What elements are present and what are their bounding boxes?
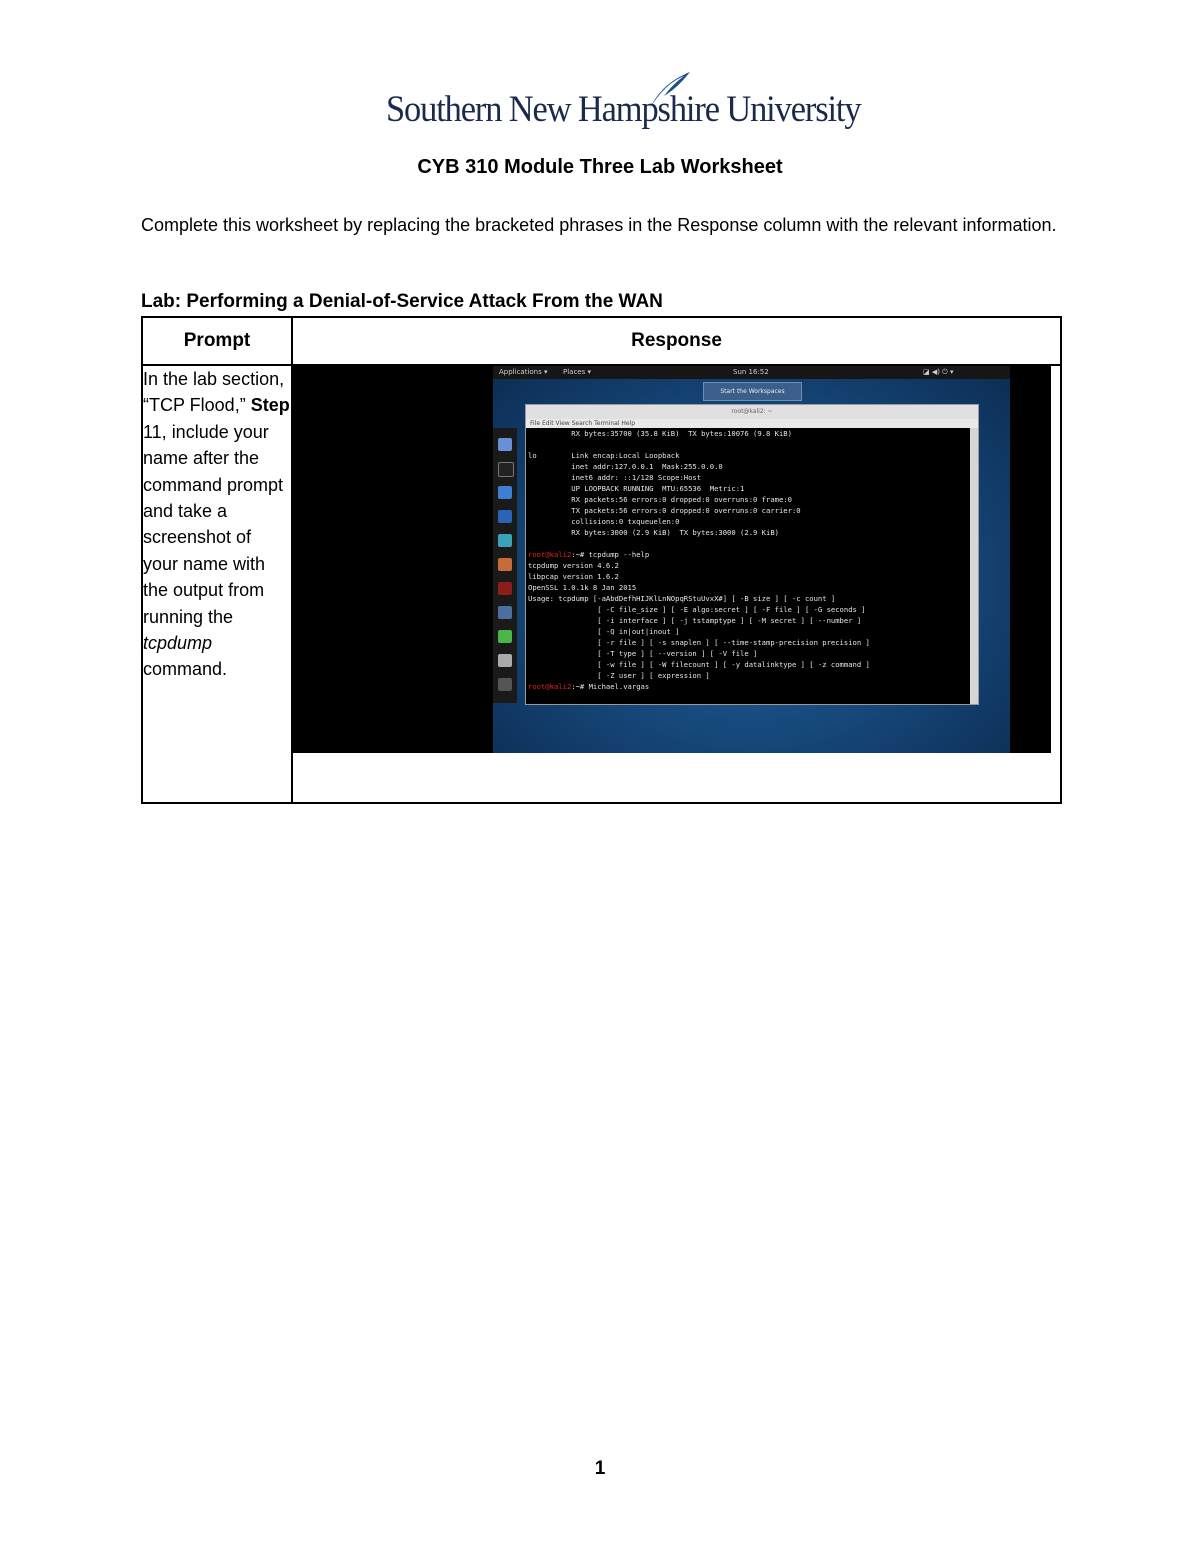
dock <box>493 428 517 703</box>
lab-heading: Lab: Performing a Denial-of-Service Attack From the WAN <box>141 291 663 312</box>
burp-icon <box>498 558 512 571</box>
page-number: 1 <box>594 1458 606 1479</box>
folder-icon <box>498 486 512 499</box>
terminal-command: :~# tcpdump --help <box>571 550 650 559</box>
intro-text: Complete this worksheet by replacing the bracketed phrases in the Response column with the relevant information. <box>141 215 1057 235</box>
browser-icon <box>498 438 512 451</box>
status-icons: ◪ ◀) ⏻ ▾ <box>923 368 954 376</box>
terminal-prompt: root@kali2 <box>528 550 572 559</box>
places-menu: Places ▾ <box>563 368 591 376</box>
prompt-text-1: In the lab section, “TCP Flood,” <box>143 369 285 416</box>
prompt-cell <box>142 365 292 803</box>
faraday-icon <box>498 582 512 595</box>
armitage-icon <box>498 534 512 547</box>
prompt-command: tcpdump <box>143 633 213 654</box>
applications-menu: Applications ▾ <box>499 368 548 376</box>
maltego-icon <box>498 606 512 619</box>
terminal-prompt: root@kali2 <box>528 682 572 691</box>
app-grid-icon <box>498 678 512 691</box>
notes-icon <box>498 630 512 643</box>
prompt-header: Prompt <box>142 317 292 365</box>
quill-icon <box>644 70 692 110</box>
header-row <box>142 317 1061 365</box>
worksheet-table <box>141 316 1062 804</box>
page-title: CYB 310 Module Three Lab Worksheet <box>417 156 783 178</box>
desktop <box>493 366 1010 753</box>
terminal-output <box>526 428 972 704</box>
desktop-topbar <box>493 366 1010 379</box>
terminal-screenshot <box>293 366 1051 753</box>
table-row <box>142 365 1061 803</box>
prompt-text-2: 11, include your name after the command prompt and take a screenshot of your name with the output from running the <box>143 421 284 627</box>
terminal-title: root@kali2: ~ <box>526 405 978 419</box>
prompt-step: Step <box>250 395 290 416</box>
terminal-command: :~# Michael.vargas <box>571 682 650 691</box>
terminal-menu: File Edit View Search Terminal Help <box>526 419 978 428</box>
settings-icon <box>498 654 512 667</box>
prompt-text-3: command. <box>143 659 228 680</box>
output-block-2: tcpdump version 4.6.2 libpcap version 1.6.2 OpenSSL 1.0.1k 8 Jan 2015 Usage: tcpdump [-aAbdDefhHIJKlLnNOpqRStuUvxX#] [ -B size ] [ -c count ] [ -C file_size ] [ -E algo:secret ] [ -F file ] [ -G seconds ] [ -i interface ] [ -j tstamptype ] [ -M secret ] [ --number ] [ -Q in|out|inout ] [ -r file ] [ -s snaplen ] [ --time-stamp-precision precision ] [ -T type ] [ --version ] [ -V file ] [ -w file ] [ -W filecount ] [ -y datalinktype ] [ -z command ] [ -Z user ] [ expression ] <box>528 561 870 680</box>
output-block-1: RX bytes:35700 (35.8 KiB) TX bytes:10076 (9.8 KiB) lo Link encap:Local Loopback inet addr:127.0.0.1 Mask:255.0.0.0 inet6 addr: ::1/128 Scope:Host UP LOOPBACK RUNNING MTU:65536 Metric:1 RX packets:56 errors:0 dropped:0 overruns:0 frame:0 TX packets:56 errors:0 dropped:0 overruns:0 carrier:0 collisions:0 txqueuelen:0 RX bytes:3000 (2.9 KiB) TX bytes:3000 (2.9 KiB) <box>528 429 801 537</box>
terminal-scrollbar <box>970 428 978 704</box>
clock: Sun 16:52 <box>733 368 769 376</box>
metasploit-icon <box>498 510 512 523</box>
terminal-icon <box>498 462 514 477</box>
notification-banner: Start the Workspaces <box>703 382 802 401</box>
university-logo <box>386 70 861 140</box>
response-cell <box>292 365 1061 803</box>
logo-text: Southern New Hampshire University <box>386 89 861 130</box>
terminal-window <box>525 404 979 705</box>
response-header: Response <box>292 317 1061 365</box>
